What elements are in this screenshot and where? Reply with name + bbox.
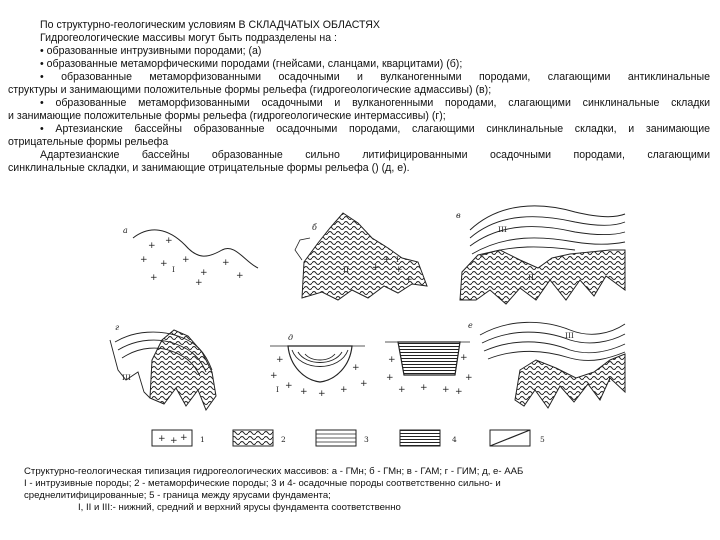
svg-text:+: +: [455, 387, 463, 397]
svg-text:+: +: [270, 371, 278, 381]
svg-text:+: +: [150, 273, 158, 283]
svg-text:+: +: [386, 373, 394, 383]
panel-g-label: г: [115, 323, 120, 332]
svg-text:I: I: [396, 255, 399, 264]
caption-line-4: I, II и III:- нижний, средний и верхний ярусы фундамента соответственно: [78, 502, 401, 513]
panel-d-basin: [288, 346, 352, 382]
svg-text:+: +: [180, 433, 188, 443]
panel-e: [468, 321, 625, 408]
text-line-bullet-b: • образованные метаморфическими породами (гнейсами, сланцами, кварцитами) (б);: [40, 58, 463, 70]
panel-b-metamorphic: [302, 213, 427, 300]
panel-b: [295, 213, 427, 300]
svg-text:+: +: [236, 271, 244, 281]
legend-item-1: [152, 430, 205, 446]
caption-line-3: среднелитифицированные; 5 - граница между ярусами фундамента;: [24, 490, 331, 501]
svg-text:+: +: [340, 385, 348, 395]
legend-item-4: [400, 430, 457, 446]
svg-text:+: +: [352, 363, 360, 373]
svg-text:+: +: [165, 236, 173, 246]
svg-text:+: +: [200, 268, 208, 278]
panel-b-roman: II: [343, 265, 349, 274]
svg-text:+: +: [420, 383, 428, 393]
caption-line-1: Структурно-геологическая типизация гидрогеологических массивов: а - ГМн; б - ГМн; в - ГАМ; г - ГИМ; д, е- ААБ: [24, 466, 524, 477]
text-line-adartesian-cont: синклинальные складки, и занимающие отрицательные формы рельефа () (д, е).: [8, 162, 410, 174]
svg-text:+: +: [398, 385, 406, 395]
text-line-bullet-a: • образованные интрузивными породами; (а): [40, 45, 262, 57]
svg-text:+: +: [276, 355, 284, 365]
svg-text:II: II: [528, 273, 534, 282]
svg-text:3: 3: [364, 435, 369, 444]
svg-text:+: +: [442, 385, 450, 395]
panel-v-label: в: [456, 211, 461, 220]
svg-text:+: +: [388, 355, 396, 365]
text-line-bullet-g: • образованные метаморфизованными осадочными и вулканогенными породами, слагающими синклинальные складки: [40, 97, 710, 109]
panel-d-label: д: [288, 333, 294, 342]
panel-g: [110, 323, 216, 410]
text-line-bullet-v: • образованные метаморфизованными осадочными и вулканогенными породами, слагающими антиклинальные: [40, 71, 710, 83]
svg-text:2: 2: [281, 435, 286, 444]
text-line-artesian: • Артезианские бассейны образованные осадочными породами, слагающими синклинальные складки, и занимающие: [40, 123, 710, 135]
svg-text:1: 1: [200, 435, 205, 444]
panel-a-label: а: [123, 226, 128, 235]
svg-text:+: +: [222, 258, 230, 268]
svg-text:+: +: [158, 434, 166, 444]
svg-text:+: +: [465, 373, 473, 383]
svg-text:I: I: [276, 385, 279, 394]
legend-item-2: [233, 430, 286, 446]
svg-text:III: III: [565, 331, 574, 340]
svg-text:+: +: [195, 278, 203, 288]
svg-text:+: +: [405, 275, 413, 285]
panel-d: [270, 333, 368, 399]
panel-e-label: е: [468, 321, 473, 330]
legend-item-3: [316, 430, 369, 446]
caption-line-2: I - интрузивные породы; 2 - метаморфические породы; 3 и 4- осадочные породы соответственно сильно- и: [24, 478, 501, 489]
text-line-bullet-g-cont: и занимающие положительные формы рельефа (гидрогеологические интермассивы) (г);: [8, 110, 446, 122]
panel-v: [456, 206, 625, 304]
svg-text:4: 4: [452, 435, 457, 444]
svg-text:III: III: [122, 373, 131, 382]
svg-text:+: +: [372, 263, 380, 273]
svg-text:+: +: [318, 389, 326, 399]
svg-text:+: +: [182, 255, 190, 265]
svg-text:+: +: [160, 259, 168, 269]
svg-text:+: +: [148, 241, 156, 251]
panel-e-basin: [385, 342, 473, 397]
svg-text:I: I: [608, 375, 611, 384]
svg-text:III: III: [498, 225, 507, 234]
svg-text:+: +: [383, 255, 391, 265]
svg-text:+: +: [170, 436, 178, 446]
panel-b-label: б: [312, 223, 317, 232]
svg-text:5: 5: [540, 435, 545, 444]
svg-text:+: +: [300, 387, 308, 397]
svg-text:+: +: [285, 381, 293, 391]
legend: [152, 430, 545, 446]
panel-v-metamorphic: [460, 250, 625, 304]
text-line-artesian-cont: отрицательные формы рельефа: [8, 136, 169, 148]
text-line-title: По структурно-геологическим условиям В СКЛАДЧАТЫХ ОБЛАСТЯХ: [40, 19, 380, 31]
legend-item-5: [490, 430, 545, 446]
panel-a-roman: I: [172, 265, 175, 274]
text-line-adartesian: Адартезианские бассейны образованные сильно литифицированными осадочными породами, слагающими: [40, 149, 710, 161]
svg-text:+: +: [460, 353, 468, 363]
svg-text:+: +: [395, 265, 403, 275]
svg-text:+: +: [140, 255, 148, 265]
panel-g-metamorphic: [150, 330, 216, 410]
text-line-bullet-v-cont: структуры и занимающими положительные формы рельефа (гидрогеологические адмассивы) (в);: [8, 84, 492, 96]
svg-text:+: +: [360, 379, 368, 389]
panel-a: [123, 226, 258, 288]
text-line-intro: Гидрогеологические массивы могут быть подразделены на :: [40, 32, 337, 44]
